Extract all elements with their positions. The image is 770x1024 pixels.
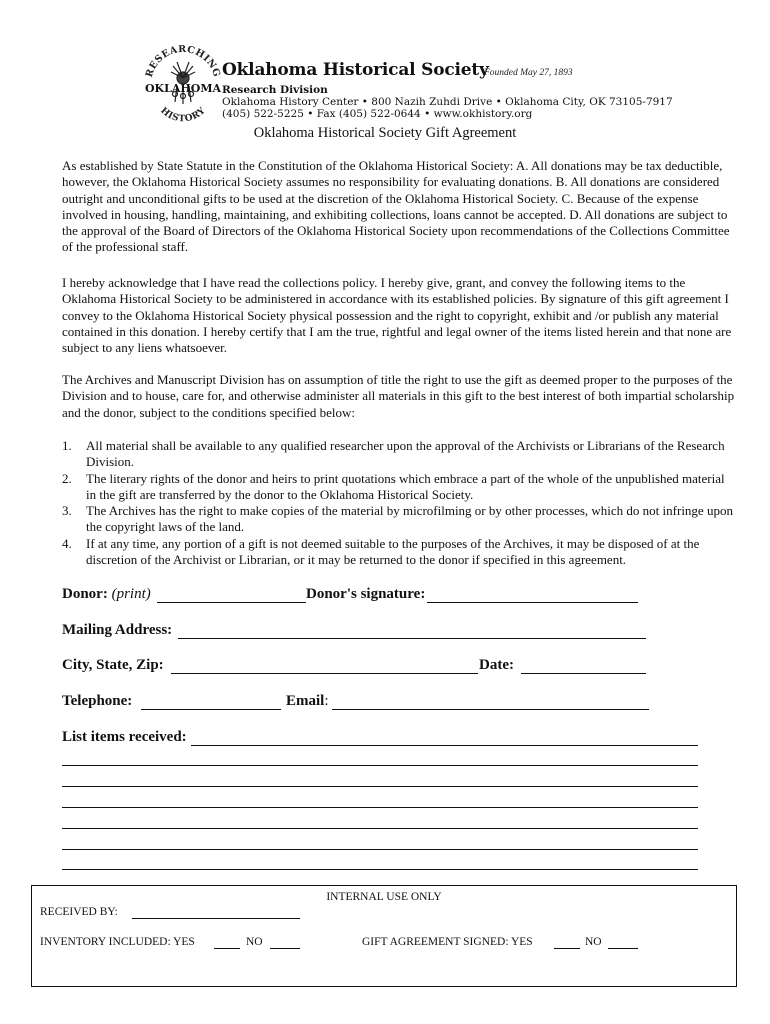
acknowledgement-paragraph: I hereby acknowledge that I have read the collections policy. I hereby give, grant, and convey the following items to the Oklahoma Historical Society to be administered in accordance with its established policies. By signature of this gift agreement I convey to the Oklahoma Historical Society physical possession and the right to copyright, exhibit and /or publish any material contained in this donation. I hereby certify that I am the true, rightful and legal owner of the items listed herein and that none are subject to any liens whatsoever.: [62, 275, 732, 356]
policy-paragraph: As established by State Statute in the Constitution of the Oklahoma Historical Society: A. All donations may be tax deductible, however, the Oklahoma Historical Society assumes no responsibility for evaluating donations. B. All donations are considered outright and unconditional gifts to be used at the discretion of the Oklahoma Historical Society. C. Because of the expense involved in housing, handling, maintaining, and exhibiting collections, loans cannot be accepted. D. All donations are subject to the approval of the Board of Directors of the Oklahoma Historical Society upon recommendations of the Collections Committee of the professional staff.: [62, 158, 730, 255]
society-seal: [141, 44, 225, 128]
inventory-included-label: INVENTORY INCLUDED: YES: [40, 936, 195, 948]
email-field[interactable]: [332, 709, 649, 710]
seal-middle-text: OKLAHOMA: [144, 82, 222, 95]
condition-item: 3. The Archives has the right to make copies of the material by microfilming or by other processes, which do not infringe upon the copyright laws of the land.: [62, 503, 733, 535]
donor-print-hint: (print): [111, 586, 151, 602]
gift-agreement-signed-label: GIFT AGREEMENT SIGNED: YES: [362, 936, 533, 948]
signature-label: Donor's signature:: [306, 586, 426, 602]
condition-item: 2. The literary rights of the donor and heirs to print quotations which embrace a part of the whole of the unpublished material in the gift are transferred by the donor to the Oklahoma Historical Society.: [62, 470, 725, 502]
date-label: Date:: [479, 657, 514, 673]
items-line[interactable]: [62, 849, 698, 850]
document-title: Oklahoma Historical Society Gift Agreement: [253, 125, 517, 141]
condition-item: 1. All material shall be available to any qualified researcher upon the approval of the Archivists or Librarians of the Research Division.: [62, 438, 725, 470]
items-line[interactable]: [62, 869, 698, 870]
signed-no-label: NO: [585, 936, 602, 948]
archives-paragraph: The Archives and Manuscript Division has on assumption of title the right to use the gift as deemed proper to the purposes of the Division and to house, care for, and otherwise administer all materials in this gift to the best interest of both impartial scholarship and the donor, subject to the conditions specified below:: [62, 372, 735, 420]
city-state-zip-label: City, State, Zip:: [62, 657, 164, 673]
svg-text:HISTORY: [158, 106, 208, 124]
founded-date: Founded May 27, 1893: [484, 68, 573, 78]
city-state-zip-field[interactable]: [171, 673, 478, 674]
mailing-address-field[interactable]: [178, 638, 646, 639]
received-by-field[interactable]: [132, 918, 300, 919]
seal-top-text: RESEARCHING: [143, 44, 223, 79]
internal-use-heading: INTERNAL USE ONLY: [326, 891, 442, 903]
items-line[interactable]: [62, 765, 698, 766]
mailing-address-label: Mailing Address:: [62, 622, 173, 638]
date-field[interactable]: [521, 673, 646, 674]
telephone-label: Telephone:: [62, 693, 133, 709]
telephone-field[interactable]: [141, 709, 281, 710]
org-name: Oklahoma Historical Society: [222, 60, 489, 80]
items-line[interactable]: [62, 786, 698, 787]
donor-label: Donor: (print): [62, 586, 151, 602]
signed-no-field[interactable]: [608, 948, 638, 949]
internal-use-box: [31, 885, 737, 987]
division-name: Research Division: [222, 84, 328, 96]
address-line: Oklahoma History Center • 800 Nazih Zuhdi Drive • Oklahoma City, OK 73105-7917: [222, 96, 673, 108]
donor-name-field[interactable]: [157, 602, 306, 603]
items-line[interactable]: [191, 745, 698, 746]
contact-line: (405) 522-5225 • Fax (405) 522-0644 • www.okhistory.org: [222, 108, 533, 120]
condition-item: 4. If at any time, any portion of a gift is not deemed suitable to the purposes of the Archives, it may be disposed of at the discretion of the Archivist or Librarian, or it may be returned to the donor if specified in this agreement.: [62, 535, 700, 568]
email-label: Email:: [286, 693, 329, 709]
items-line[interactable]: [62, 807, 698, 808]
items-line[interactable]: [62, 828, 698, 829]
conditions-list: [62, 438, 736, 568]
signed-yes-field[interactable]: [554, 948, 580, 949]
received-by-label: RECEIVED BY:: [40, 906, 118, 918]
items-received-label: List items received:: [62, 729, 187, 745]
inventory-yes-field[interactable]: [214, 948, 240, 949]
inventory-no-label: NO: [246, 936, 263, 948]
donor-signature-field[interactable]: [427, 602, 638, 603]
seal-bottom-text: HISTORY: [158, 105, 208, 125]
inventory-no-field[interactable]: [270, 948, 300, 949]
